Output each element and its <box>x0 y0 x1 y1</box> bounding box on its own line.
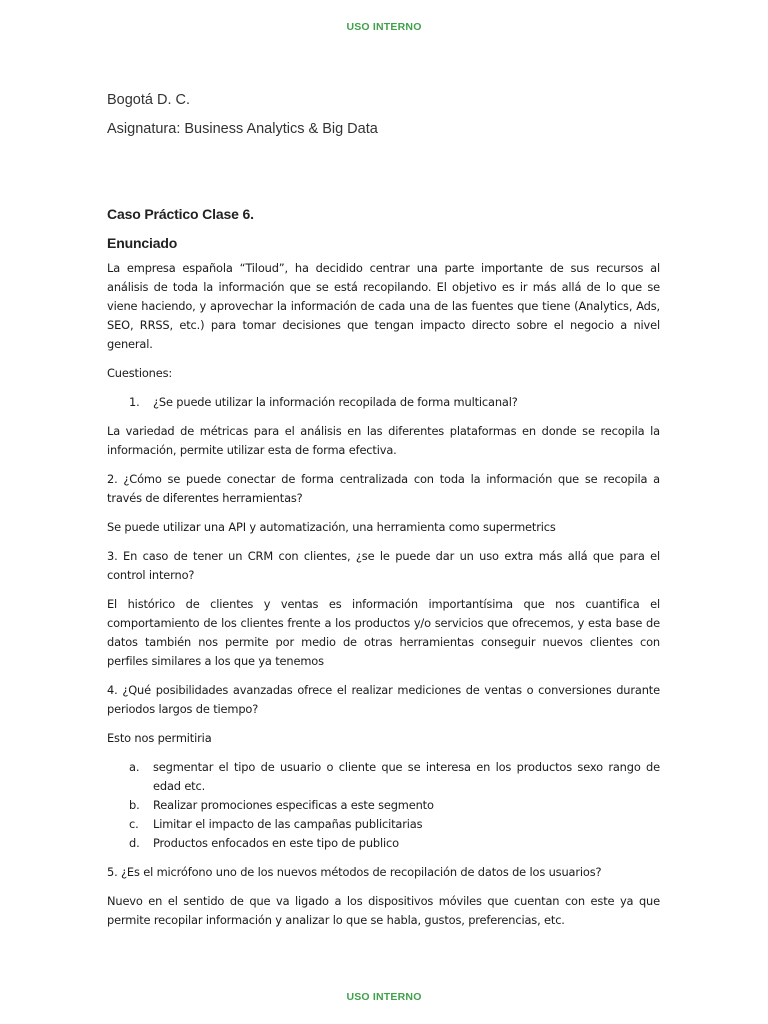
internal-use-footer-label: USO INTERNO <box>346 991 422 1003</box>
answer-2: Se puede utilizar una API y automatización, una herramienta como supermetrics <box>107 520 556 534</box>
questions-label: Cuestiones: <box>107 366 173 380</box>
question-1-number: 1. <box>129 395 140 409</box>
list-item-letter: d. <box>129 836 140 850</box>
subject-line: Asignatura: Business Analytics & Big Data <box>107 121 378 137</box>
list-item-letter: c. <box>129 817 139 831</box>
list-item-text: Realizar promociones especificas a este segmento <box>153 798 434 812</box>
question-4: 4. ¿Qué posibilidades avanzadas ofrece el realizar mediciones de ventas o conversiones durante periodos largos de tiempo? <box>107 683 660 716</box>
answer-3: El histórico de clientes y ventas es información importantísima que nos cuantifica el comportamiento de los clientes frente a los productos y/o servicios que ofrecemos, y esta base de datos también nos permite por medio de otras herramientas conseguir nuevos clientes con perfiles similares a los que ya tenemos <box>107 597 660 668</box>
list-item-text: Productos enfocados en este tipo de publico <box>153 836 399 850</box>
question-5: 5. ¿Es el micrófono uno de los nuevos métodos de recopilación de datos de los usuarios? <box>107 865 602 879</box>
intro-paragraph: La empresa española “Tiloud”, ha decidido centrar una parte importante de sus recursos al análisis de toda la información que se está recopilando. El objetivo es ir más allá de lo que se viene haciendo, y aprovechar la información de cada una de las fuentes que tiene (Analytics, Ads, SEO, RRSS, etc.) para tomar decisiones que tengan impacto directo sobre el negocio a nivel general. <box>107 261 660 351</box>
answer-1: La variedad de métricas para el análisis en las diferentes plataformas en donde se recopila la información, permite utilizar esta de forma efectiva. <box>107 424 660 457</box>
list-item <box>107 758 660 796</box>
internal-use-header-label: USO INTERNO <box>346 21 422 33</box>
question-1-text: ¿Se puede utilizar la información recopilada de forma multicanal? <box>153 395 518 409</box>
list-item-letter: a. <box>129 760 140 774</box>
list-item-text: segmentar el tipo de usuario o cliente que se interesa en los productos sexo rango de edad etc. <box>153 760 660 793</box>
list-item <box>107 834 660 853</box>
city-line: Bogotá D. C. <box>107 92 191 108</box>
list-item <box>107 815 660 834</box>
list-item-letter: b. <box>129 798 140 812</box>
answer-5: Nuevo en el sentido de que va ligado a los dispositivos móviles que cuentan con este ya que permite recopilar información y analizar lo que se habla, gustos, preferencias, etc. <box>107 894 660 927</box>
document-body <box>107 205 660 940</box>
list-item <box>107 796 660 815</box>
case-title: Caso Práctico Clase 6. <box>107 206 254 222</box>
question-1 <box>107 393 660 412</box>
section-title: Enunciado <box>107 235 178 251</box>
question-2: 2. ¿Cómo se puede conectar de forma centralizada con toda la información que se recopila a través de diferentes herramientas? <box>107 472 660 505</box>
list-item-text: Limitar el impacto de las campañas publicitarias <box>153 817 423 831</box>
answer-4-options <box>107 758 660 853</box>
answer-4-intro: Esto nos permitiria <box>107 731 212 745</box>
question-3: 3. En caso de tener un CRM con clientes, ¿se le puede dar un uso extra más allá que para el control interno? <box>107 549 660 582</box>
